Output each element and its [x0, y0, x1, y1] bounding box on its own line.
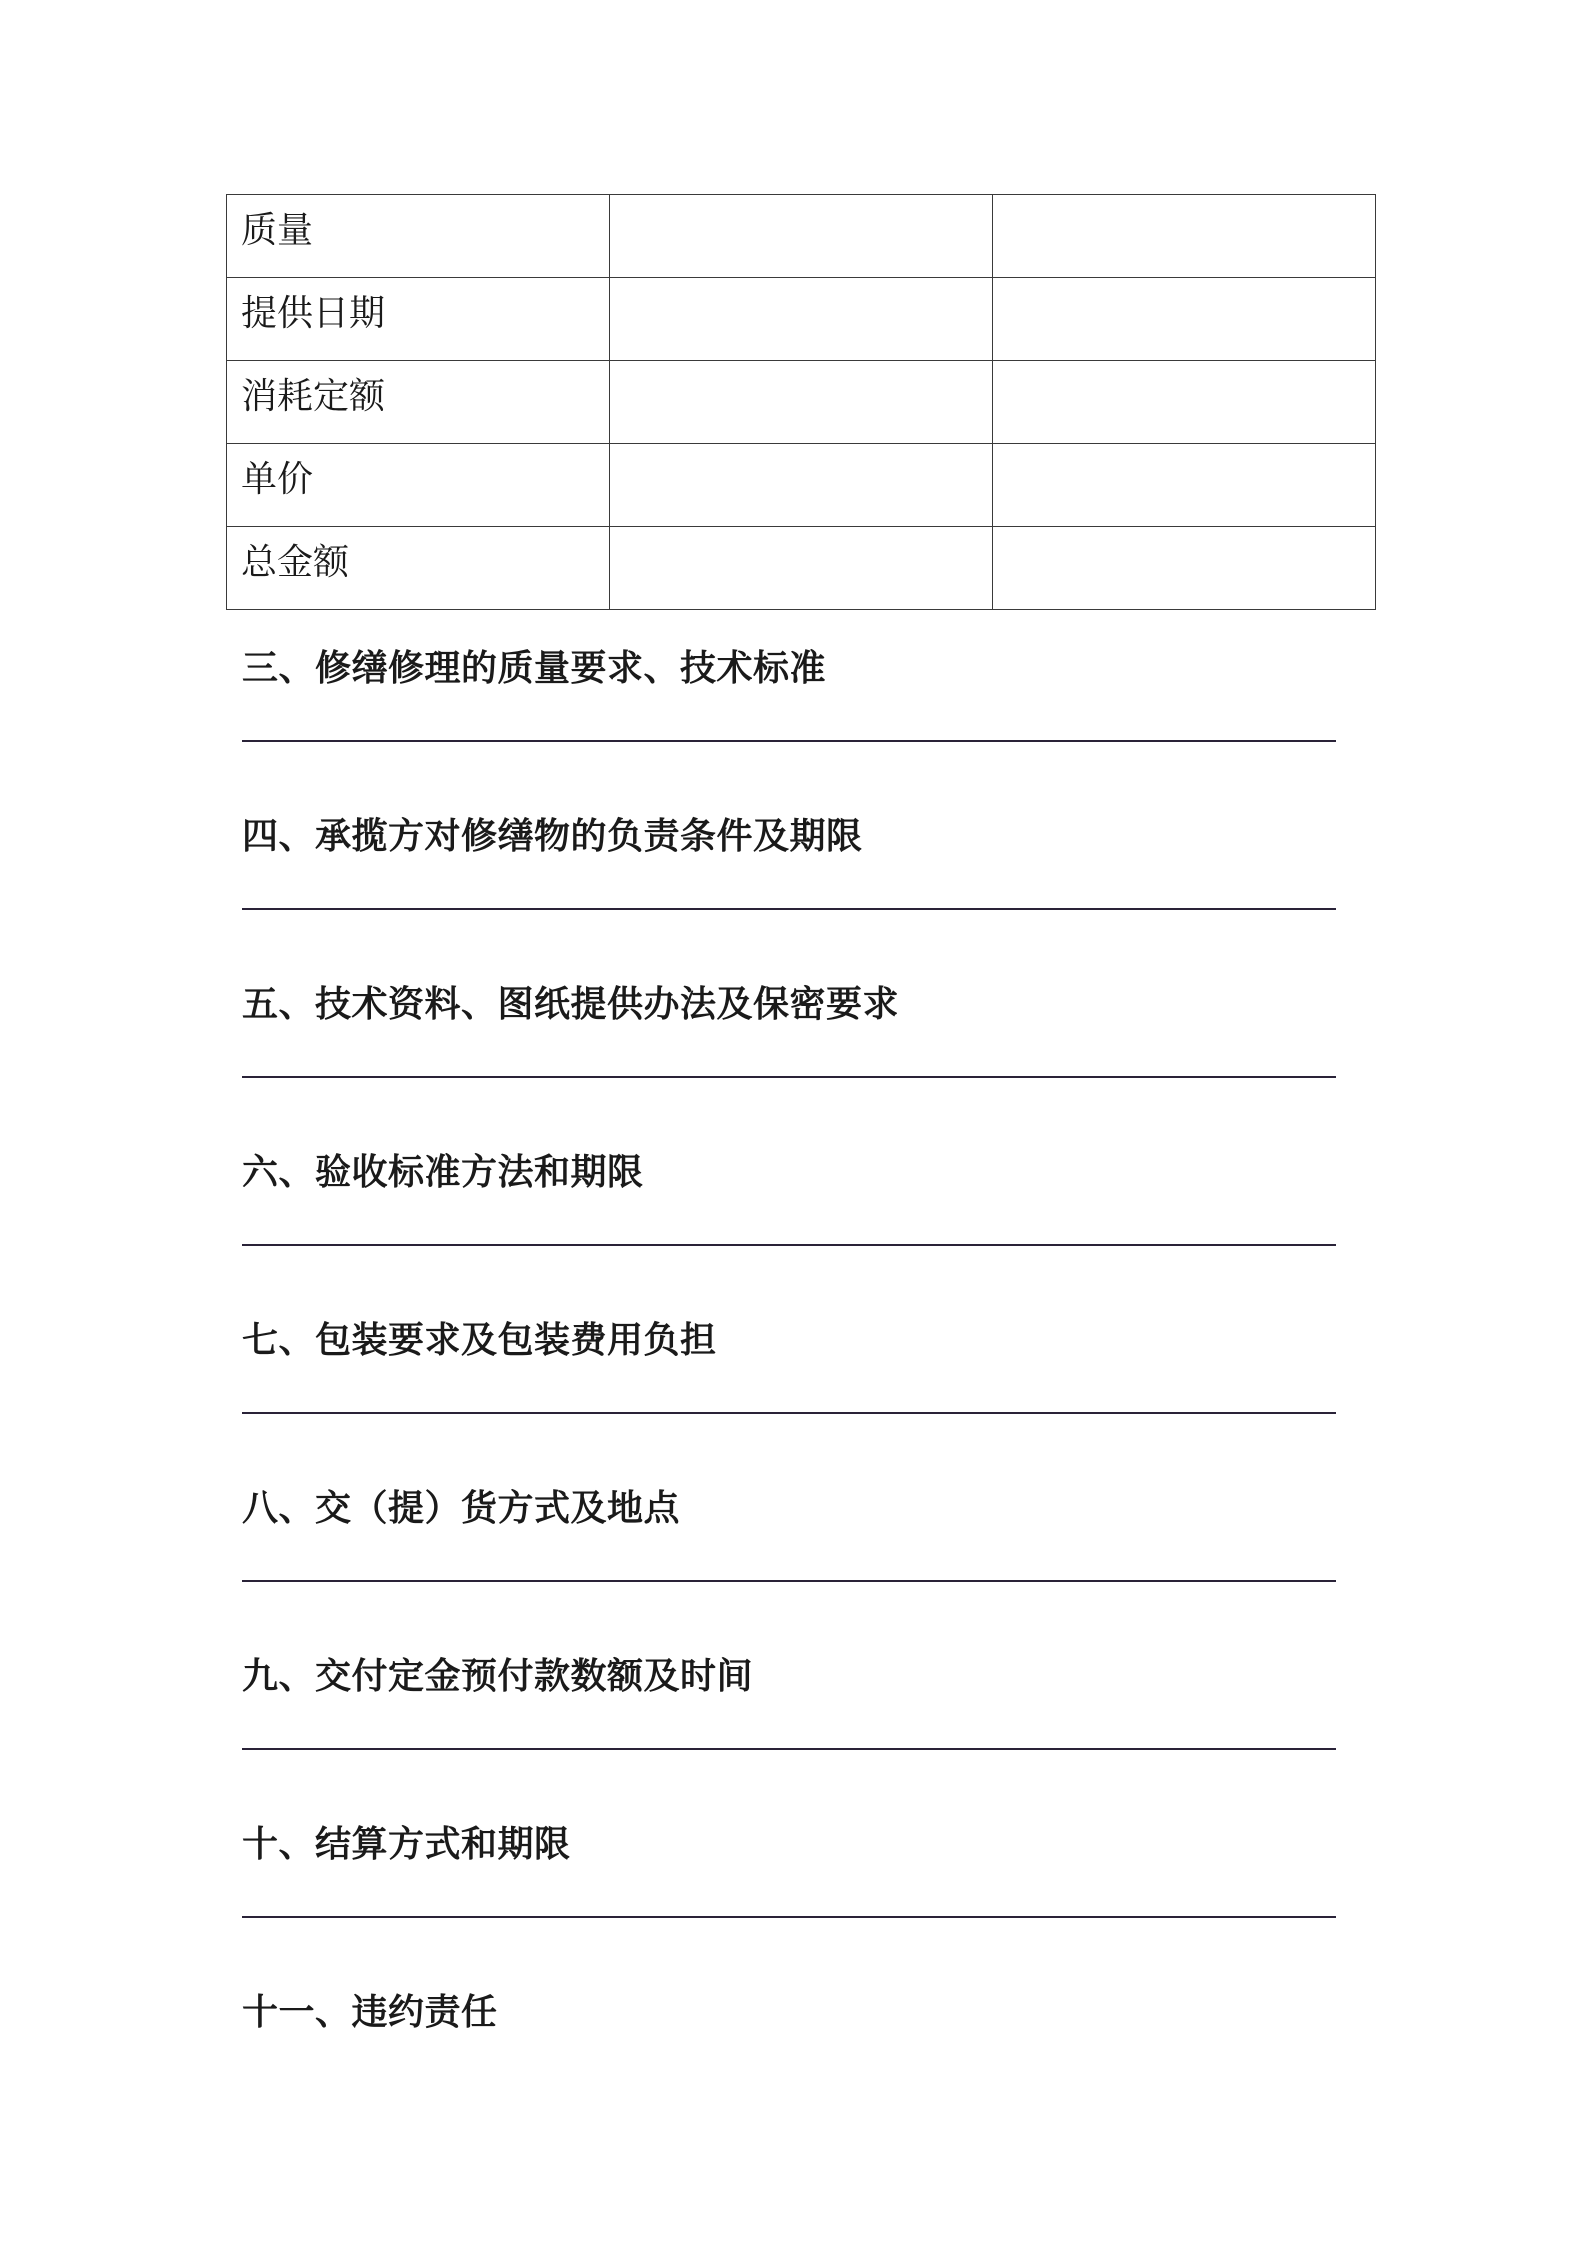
- row-label-cell: [227, 361, 610, 444]
- section-heading: 九、交付定金预付款数额及时间: [242, 1656, 754, 1697]
- table-cell: [610, 278, 993, 361]
- fill-in-line[interactable]: [242, 1580, 1336, 1582]
- row-label-cell: [227, 527, 610, 610]
- row-label: 消耗定额: [241, 376, 386, 417]
- section-heading: 七、包装要求及包装费用负担: [242, 1320, 717, 1361]
- table-row: [227, 444, 1376, 527]
- section-delivery: [242, 1480, 1342, 1648]
- section-breach-liability: [242, 1984, 1342, 2152]
- table-row: [227, 361, 1376, 444]
- section-quality-requirements: [242, 640, 1342, 808]
- row-label-cell: [227, 195, 610, 278]
- row-label: 提供日期: [241, 293, 386, 334]
- section-responsibility-terms: [242, 808, 1342, 976]
- table-cell: [610, 444, 993, 527]
- row-label-cell: [227, 278, 610, 361]
- section-acceptance-standards: [242, 1144, 1342, 1312]
- table-cell: [993, 195, 1376, 278]
- fill-in-line[interactable]: [242, 740, 1336, 742]
- section-heading: 八、交（提）货方式及地点: [242, 1488, 681, 1529]
- table-cell: [993, 527, 1376, 610]
- table-cell: [610, 527, 993, 610]
- section-heading: 四、承揽方对修缮物的负责条件及期限: [242, 816, 863, 857]
- fill-in-line[interactable]: [242, 1076, 1336, 1078]
- section-settlement: [242, 1816, 1342, 1984]
- table-cell: [993, 361, 1376, 444]
- section-deposit: [242, 1648, 1342, 1816]
- table-row: [227, 527, 1376, 610]
- row-label-cell: [227, 444, 610, 527]
- section-heading: 五、技术资料、图纸提供办法及保密要求: [242, 984, 900, 1025]
- section-packaging: [242, 1312, 1342, 1480]
- row-label: 单价: [241, 459, 314, 500]
- section-heading: 三、修缮修理的质量要求、技术标准: [242, 648, 827, 689]
- section-heading: 十一、违约责任: [242, 1992, 498, 2033]
- spec-table: [226, 194, 1376, 610]
- fill-in-line[interactable]: [242, 1412, 1336, 1414]
- section-heading: 十、结算方式和期限: [242, 1824, 571, 1865]
- row-label: 总金额: [241, 542, 350, 583]
- table-cell: [993, 278, 1376, 361]
- table-cell: [993, 444, 1376, 527]
- fill-in-line[interactable]: [242, 908, 1336, 910]
- table-cell: [610, 361, 993, 444]
- row-label: 质量: [241, 210, 314, 251]
- fill-in-line[interactable]: [242, 1244, 1336, 1246]
- section-heading: 六、验收标准方法和期限: [242, 1152, 644, 1193]
- table-cell: [610, 195, 993, 278]
- fill-in-line[interactable]: [242, 1748, 1336, 1750]
- fill-in-line[interactable]: [242, 1916, 1336, 1918]
- table-row: [227, 278, 1376, 361]
- table-row: [227, 195, 1376, 278]
- section-technical-documents: [242, 976, 1342, 1144]
